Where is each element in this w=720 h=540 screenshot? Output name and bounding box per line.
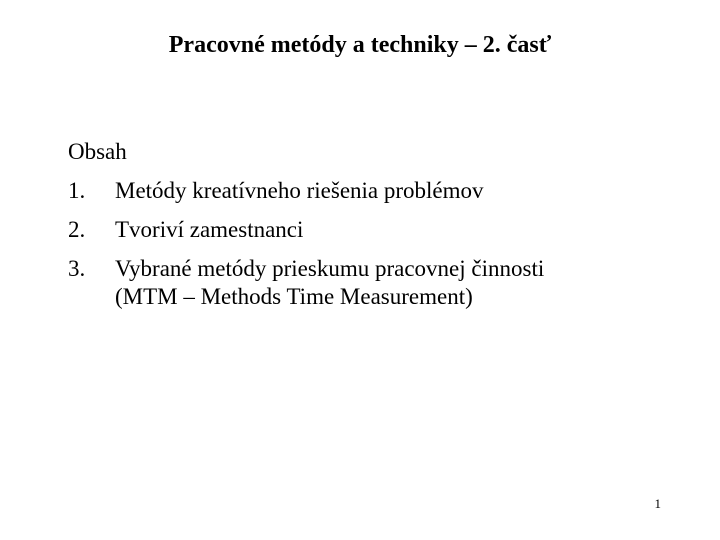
list-item xyxy=(68,216,688,244)
page-number: 1 xyxy=(654,496,661,511)
list-item xyxy=(68,255,688,311)
list-item-text xyxy=(115,216,688,244)
list-item-number: 2. xyxy=(68,217,86,242)
list-item-line: Vybrané metódy prieskumu pracovnej činnosti xyxy=(115,256,545,281)
list-item-line: (MTM – Methods Time Measurement) xyxy=(115,284,473,309)
list-item-number: 1. xyxy=(68,178,86,203)
list-item-text xyxy=(115,255,688,311)
contents-heading: Obsah xyxy=(68,139,127,164)
list-item-text xyxy=(115,177,688,205)
slide-title: Pracovné metódy a techniky – 2. časť xyxy=(168,32,552,58)
list-item-line: Metódy kreatívneho riešenia problémov xyxy=(115,178,484,203)
list-item-number: 3. xyxy=(68,256,86,281)
list-item-line: Tvoriví zamestnanci xyxy=(115,217,304,242)
contents-block xyxy=(68,138,688,322)
list-item xyxy=(68,177,688,205)
